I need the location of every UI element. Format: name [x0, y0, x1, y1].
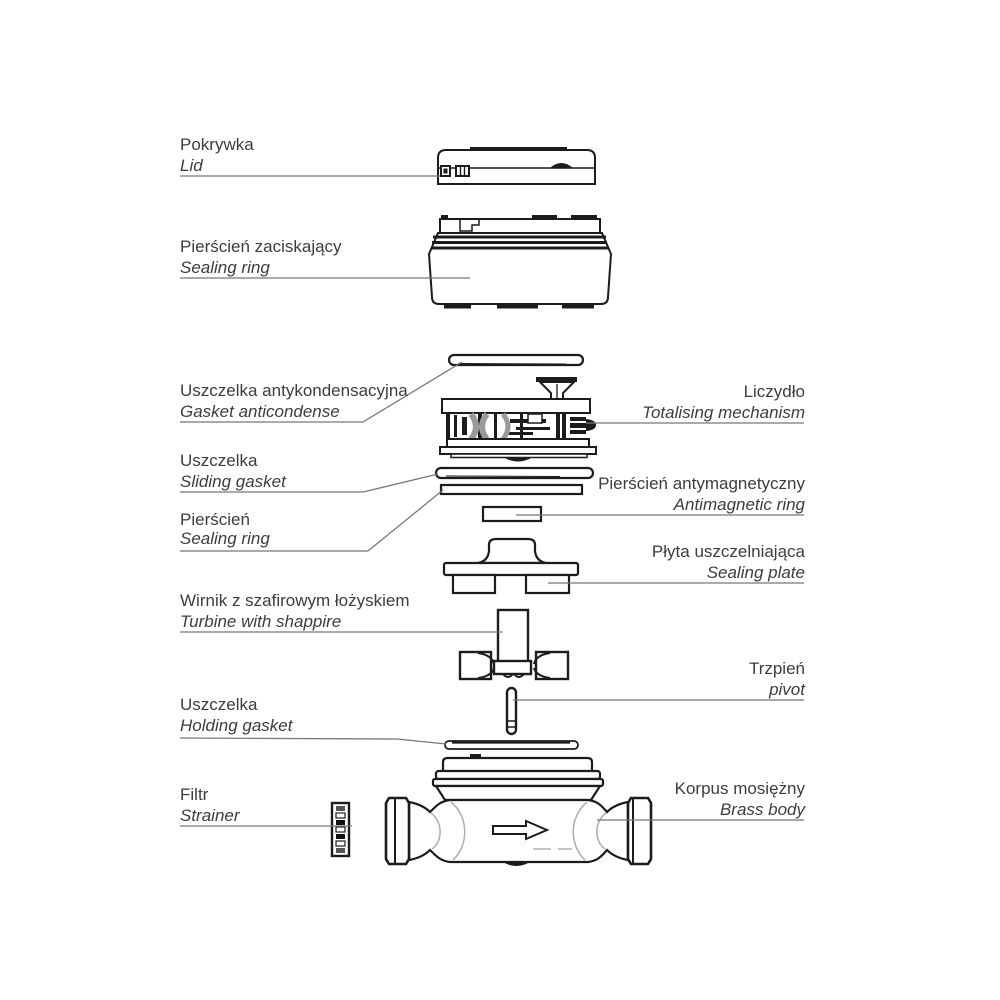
label-press-sealing-ring-pl: Pierścień zaciskający	[180, 237, 342, 256]
label-sliding-gasket	[180, 450, 286, 492]
label-lid-en: Lid	[180, 156, 203, 175]
label-sealing-plate-en: Sealing plate	[706, 563, 805, 582]
label-totalising-mechanism-en: Totalising mechanism	[642, 403, 805, 422]
holding-gasket-part	[445, 741, 578, 749]
label-anticondense-gasket	[180, 380, 408, 422]
label-brass-body-pl: Korpus mosiężny	[674, 779, 805, 798]
label-pivot	[749, 658, 805, 700]
label-pivot-en: pivot	[769, 680, 805, 699]
leader-holding-gasket	[180, 738, 446, 744]
label-flat-sealing-ring-pl: Pierścień	[180, 510, 250, 529]
label-totalising-mechanism-pl: Liczydło	[743, 382, 805, 401]
label-antimagnetic-ring-pl: Pierścień antymagnetyczny	[598, 474, 805, 493]
label-strainer-pl: Filtr	[180, 785, 209, 804]
label-totalising-mechanism	[642, 381, 805, 423]
anticondense-gasket-part	[449, 355, 583, 365]
sealing-plate-part	[444, 539, 578, 593]
label-strainer	[180, 784, 240, 826]
label-antimagnetic-ring	[598, 473, 805, 515]
label-anticondense-gasket-en: Gasket anticondense	[180, 402, 340, 421]
label-strainer-en: Strainer	[180, 806, 240, 825]
flat-sealing-ring-part	[441, 485, 582, 494]
label-press-sealing-ring-en: Sealing ring	[180, 258, 270, 277]
antimagnetic-ring-part	[483, 507, 541, 521]
label-brass-body-en: Brass body	[719, 800, 805, 819]
label-sealing-plate-pl: Płyta uszczelniająca	[651, 542, 805, 561]
label-press-sealing-ring	[180, 236, 342, 278]
label-flat-sealing-ring-en: Sealing ring	[180, 529, 270, 548]
label-turbine	[180, 590, 410, 632]
brass-body-part	[386, 754, 651, 866]
label-anticondense-gasket-pl: Uszczelka antykondensacyjna	[180, 381, 408, 400]
label-sliding-gasket-pl: Uszczelka	[180, 451, 258, 470]
pivot-part	[507, 688, 516, 734]
strainer-part	[332, 803, 349, 856]
label-sealing-plate	[652, 541, 805, 583]
lid-part	[438, 147, 595, 184]
label-holding-gasket	[180, 694, 292, 736]
press-sealing-ring-part	[429, 215, 611, 309]
label-pivot-pl: Trzpień	[748, 659, 805, 678]
sliding-gasket-part	[436, 468, 593, 478]
label-holding-gasket-pl: Uszczelka	[180, 695, 258, 714]
label-holding-gasket-en: Holding gasket	[180, 716, 293, 735]
label-brass-body	[675, 778, 805, 820]
turbine-part	[460, 610, 568, 679]
label-turbine-en: Turbine with shappire	[180, 612, 342, 631]
label-sliding-gasket-en: Sliding gasket	[180, 472, 286, 491]
label-flat-sealing-ring	[180, 510, 270, 548]
label-turbine-pl: Wirnik z szafirowym łożyskiem	[180, 591, 410, 610]
totalising-mechanism-part	[440, 377, 596, 462]
label-antimagnetic-ring-en: Antimagnetic ring	[673, 495, 805, 514]
label-lid-pl: Pokrywka	[180, 135, 254, 154]
label-lid	[180, 134, 254, 176]
